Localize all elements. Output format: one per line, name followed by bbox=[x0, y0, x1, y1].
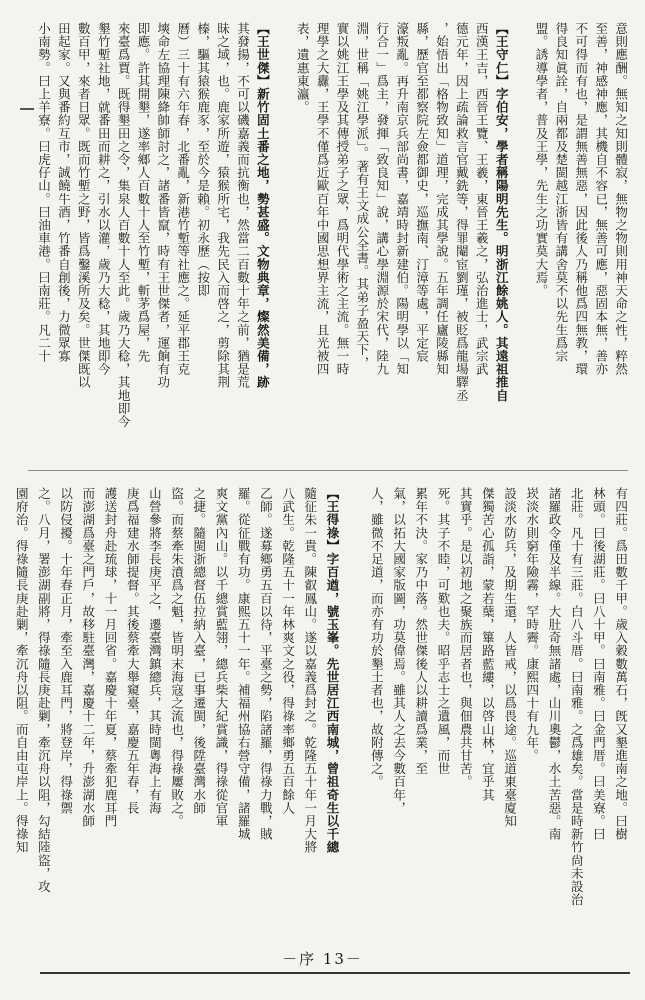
text-column: 崁淡水則窮年險霧，罕時霽。康熙四十有九年。 bbox=[524, 487, 540, 763]
text-column: 以防侵擾。十年春正月，牽至入鹿耳門，將登岸，得祿禦 bbox=[58, 487, 74, 815]
text-column: 塽命左協理陳絳帥師討之，諸番皆竄，時有王世傑者，運餉有功 bbox=[155, 22, 171, 389]
text-column: 田起家。又與番約互市，誠饒牛酒，竹番自創後，力微眾寡 bbox=[56, 22, 72, 363]
text-column: 德元年，因上疏論救言官戴銑等，得罪閹宦劉瑾，被貶爲龍場驛丞 bbox=[454, 22, 470, 402]
text-column: 榛，驅其猿猴鹿豕，至於今是賴。初永歷（按即 bbox=[195, 22, 211, 298]
text-column: 累年不決。家乃中落。然世傑後人以耕讀爲業，至 bbox=[413, 487, 429, 776]
text-column: 諸羅政令僅及半線。大肚奇無諸處，山川奧鬱，水土苦惡。南 bbox=[546, 487, 562, 841]
page-number: －序 13－ bbox=[282, 950, 363, 968]
text-column: 傑獨苦心孤詣，蒙若蘖，篳路藍縷，以啓山林，宜乎其 bbox=[480, 487, 496, 802]
text-column: 意則應酬。無知之知則體寂，無物之物則用神天命之性，粹然 bbox=[613, 22, 629, 376]
footer-rule bbox=[40, 972, 630, 974]
text-column: 死。其子不睦，可歎也夫。昭乎志士之遺風，而世 bbox=[435, 487, 451, 776]
text-column: 之。八月，署澎湖副將，得祿隨長庚赴剿，牽沉舟以阻，勾結陸盜，攻 bbox=[36, 487, 52, 894]
text-column: 行合一」爲主，發揮「致良知」說，講心學淵源於宋代，陸九 bbox=[374, 22, 390, 376]
text-column: 昧之域，也。鹿家所遊，猿猴所宅，我先民入而啓之，剪除其荆 bbox=[215, 22, 231, 389]
text-column: 林頭。曰後湖莊。曰八十甲。曰南雅。曰金門厝。曰美寮。曰 bbox=[591, 487, 607, 841]
text-column: 之捷。隨閩浙總督伍拉納入臺，已事遷閩，後陞臺灣水師 bbox=[191, 487, 207, 815]
text-column: 淵，世稱「姚江學派」。著有王文成公全書。其弟子盈天下， bbox=[354, 22, 370, 370]
margin-mark bbox=[20, 108, 34, 110]
text-column: 即應。許其開墾，遂率鄉人百數十人至竹塹，斬茅爲屋，先 bbox=[135, 22, 151, 363]
text-column: 設淡水防兵，及期生還，人皆戒，以爲畏途。巡道東臺廈知 bbox=[502, 487, 518, 828]
text-column: 【王得祿】字百遒，號玉峯。先世居江西南城，曾祖奇生以千總 bbox=[324, 487, 340, 854]
text-column: 庚爲福建水師提督。其後蔡牽大舉窺臺，嘉慶五年春，長 bbox=[125, 487, 141, 815]
text-column: 其實乎。是以初地之聚族而居者也，與佃農共甘苦。 bbox=[458, 487, 474, 789]
text-column: 西漢王吉，西晉王覽、王羲，東晉王羲之，弘治進士，武宗武 bbox=[474, 22, 490, 376]
text-column: ，始悟出「格物致知」道理，完成其學說。五年調任廬陵縣知 bbox=[434, 22, 450, 376]
text-column: 濠叛亂。再升南京兵部尚書，嘉靖時封新建伯。陽明學以「知 bbox=[394, 22, 410, 376]
text-column: 護送封舟赴琉球，十一月回省。嘉慶十年夏，蔡牽犯鹿耳門 bbox=[102, 487, 118, 828]
text-column: 爽文黨內山。以千總賞藍翎，總兵柴大紀賞識，得祿從官軍 bbox=[213, 487, 229, 828]
text-column: 有四莊。爲田數千甲。歲入穀數萬石，旣又墾進南之地。曰樹 bbox=[613, 487, 629, 841]
text-column: 來臺爲賈。既得墾田之令，集泉人百數十人至此。歲乃大稔，其地即今 bbox=[116, 22, 132, 429]
text-column: 墾竹塹社地，就番田而耕之，引水以灌，歲乃大稔，其地即今 bbox=[96, 22, 112, 376]
text-column: 北莊。凡十有三莊。白八斗厝。曰南雅。之爲雄矣。當是時新竹尙未設治 bbox=[569, 487, 585, 907]
text-column: 至善，神感神應，其機自不容已，無善可應，惡固本無，善亦 bbox=[593, 22, 609, 376]
text-column: 山營參將李長庚平之，遷臺灣鎮總兵，其時閩粵海上有海 bbox=[147, 487, 163, 815]
text-column: 隨征朱一貴。陳叡鳳山。遂以嘉義爲封之。乾隆五十年一月大將 bbox=[302, 487, 318, 854]
text-column: 盟。誘導學者，普及王學，先生之功實莫大焉。 bbox=[533, 22, 549, 298]
text-column: 其發揚，不可以磯嘉義而抗衡也，然當二百數十年之前，猶是荒 bbox=[235, 22, 251, 389]
text-column: 數百甲，來者日眾。既而竹塹之野，皆爲鑿溪所及矣。世傑既以 bbox=[76, 22, 92, 389]
text-column: 而澎湖爲臺之門戶，故移駐臺灣，嘉慶十二年，升澎湖水師 bbox=[80, 487, 96, 828]
text-column: 人，雖微不足道，而亦有功於墾土者也，故附傳之。 bbox=[369, 487, 385, 789]
text-column: 縣，歷官至都察院左僉都御史，巡撫南、汀漳等處，平定宸 bbox=[414, 22, 430, 363]
text-column: 乙師。遂募鄉勇五百以待，平臺之勢，陷諸羅，得祿力戰，賊 bbox=[258, 487, 274, 841]
text-column: 【王守仁】字伯安，學者稱陽明先生。明浙江餘姚人。其遠祖推自 bbox=[494, 22, 510, 402]
text-column: 不可得而有也，是謂無善無惡，因此後人乃稱他爲四無教，環 bbox=[573, 22, 589, 376]
text-column: 得良知眞詮，自兩都及楚閩越江浙皆有講舍莫不以先生爲宗 bbox=[553, 22, 569, 363]
text-column: 實以姚江王學及其傳授弟子之眾，爲明代學術之主流。無一時 bbox=[334, 22, 350, 376]
text-column: 小南勢。曰上羊寮。曰虎仔山。曰油車港。曰南莊。凡二十 bbox=[36, 22, 52, 363]
text-column: 盜。而蔡牽朱濆爲之魁，皆明末海寇之流也，得祿屢敗之。 bbox=[169, 487, 185, 828]
text-column: 曆）三十有六年春，北番亂，新港竹塹等社應之。延平郡王克 bbox=[175, 22, 191, 376]
text-column: 羅。從征戰有功。康熙五十一年。補福州協右營守備，諸羅城 bbox=[236, 487, 252, 841]
section-divider bbox=[28, 470, 628, 471]
text-column: 【王世傑】新竹固土番之地，勢甚盛。文物典章，燦然美備，跡 bbox=[255, 22, 271, 389]
text-column: 園府治。得祿隨長庚赴剿，牽沉舟以阻。而自由屯岸上。得祿知 bbox=[14, 487, 30, 854]
text-column: 八武生。乾隆五十一年林爽文之役，得祿率鄉勇五百餘人 bbox=[280, 487, 296, 815]
text-column: 理學之大纛，王學不僅爲近歐百年中國思想界主流，且光被四 bbox=[315, 22, 331, 376]
text-column: 表，遺惠東瀛。 bbox=[295, 22, 311, 114]
text-column: 氣，以拓大國家版圖，功莫偉焉。雖其人之去今數百年， bbox=[391, 487, 407, 815]
